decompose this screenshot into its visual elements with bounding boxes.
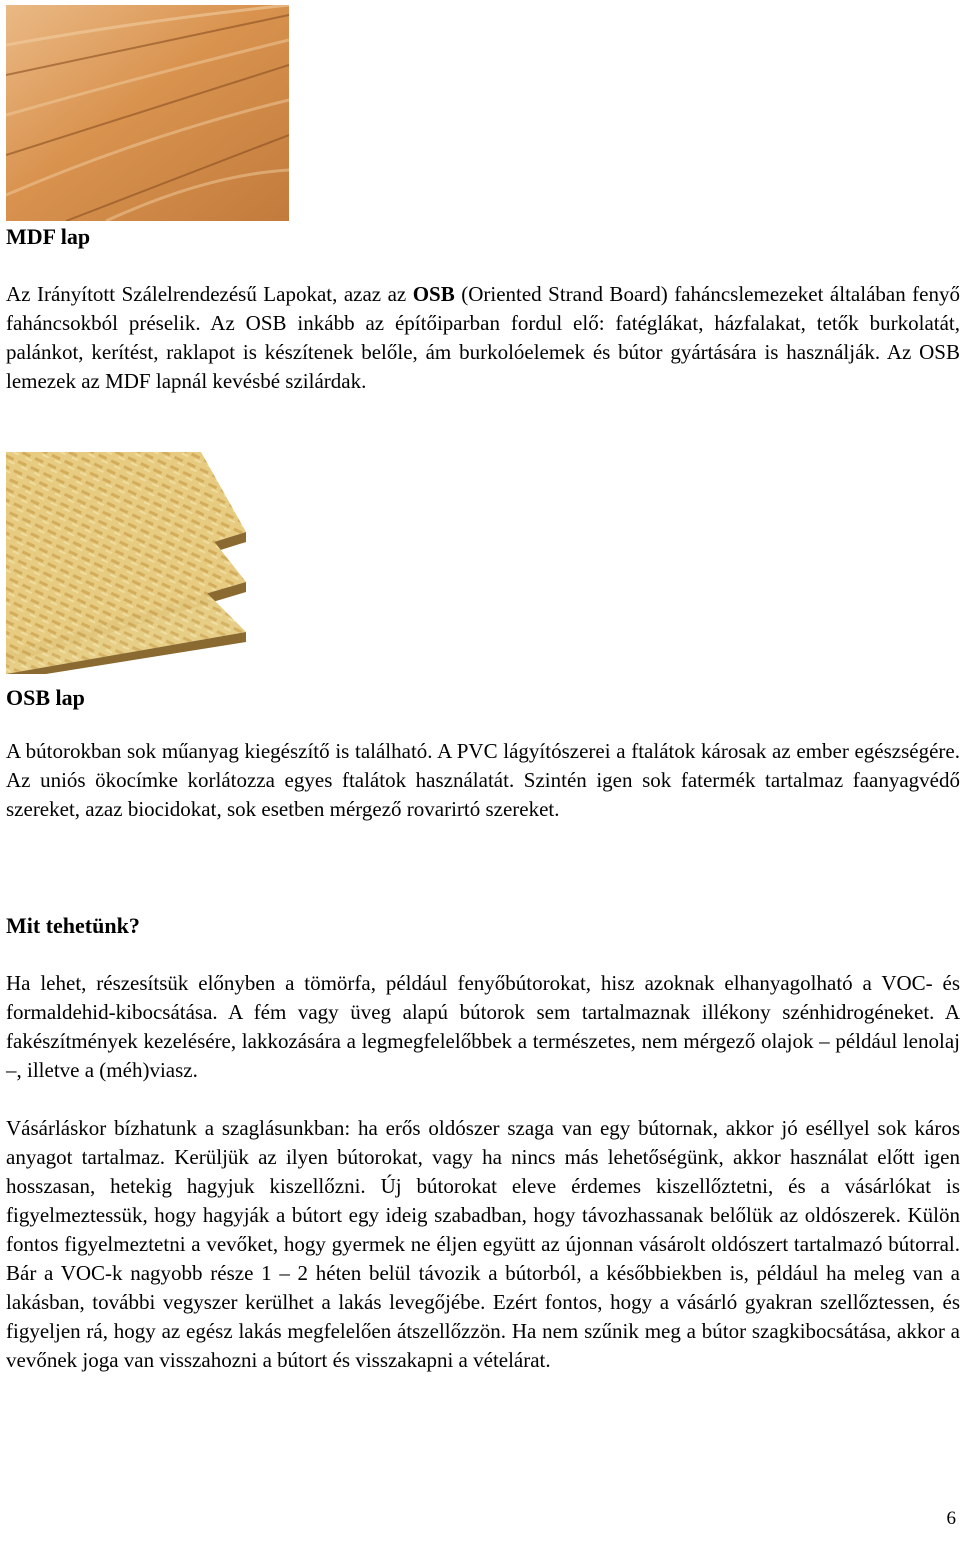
heading-osb: OSB lap: [6, 685, 85, 710]
paragraph-shopping-advice: Vásárláskor bízhatunk a szaglásunkban: ha erős oldószer szaga van egy bútornak, akkor jó eséllyel sok káros anyagot tartalmaz. Kerüljük az ilyen bútorokat, vagy ha nincs más lehetőségünk, akkor használat előtt igen hosszasan, hetekig hagyjuk kiszellőzni. Új bútorokat eleve érdemes kiszellőztetni, és a vásárlókat is figyelmeztessük, hogy hagyják a bútort egy ideig szabadban, hogy távozhassanak belőlük az oldószerek. Külön fontos figyelmeztetni a vevőket, hogy gyermek ne éljen együtt az újonnan vásárolt oldószert tartalmazó bútorral. Bár a VOC-k nagyobb része 1 – 2 héten belül távozik a bútorból, a későbbiekben is, például ha meleg van a lakásban, további vegyszer kerülhet a lakás levegőjébe. Ezért fontos, hogy a vásárló gyakran szellőztessen, és figyeljen rá, hogy az egész lakás megfelelően átszellőzzön. Ha nem szűnik meg a bútor szagkibocsátása, akkor a vevőnek joga van visszahozni a bútort és visszakapni a vételárat.: [6, 1116, 960, 1372]
paragraph-osb-description: [6, 280, 960, 396]
paragraph-solid-wood: Ha lehet, részesítsük előnyben a tömörfa, például fenyőbútorokat, hisz azoknak elhanyagolható a VOC- és formaldehid-kibocsátása. A fém vagy üveg alapú bútorok sem tartalmaznak illékony szénhidrogéneket. A fakészítmények kezelésére, lakkozására a legmegfelelőbbek a természetes, nem mérgező olajok – például lenolaj –, illetve a (méh)viasz.: [6, 971, 960, 1082]
p1-text-start: Az Irányított Szálelrendezésű Lapokat, azaz az: [6, 282, 413, 306]
page-number: 6: [946, 1508, 956, 1529]
p1-osb-bold: OSB: [412, 282, 455, 306]
heading-mit-tehetunk: Mit tehetünk?: [6, 913, 140, 938]
osb-board-image: [6, 452, 246, 674]
heading-mdf: MDF lap: [6, 224, 91, 249]
mdf-board-image: [6, 5, 289, 221]
p1-text-end: (Oriented Strand Board) faháncslemezeket általában fenyő faháncsokból préselik. Az OSB inkább az építőiparban fordul elő: fatéglákat, házfalakat, tetők burkolatát, palánkot, kerítést, raklapot is készítenek belőle, ám burkolóelemek és bútor gyártására is használják. Az OSB lemezek az MDF lapnál kevésbé szilárdak.: [6, 282, 960, 393]
paragraph-plastics: A bútorokban sok műanyag kiegészítő is található. A PVC lágyítószerei a ftalátok károsak az ember egészségére. Az uniós ökocímke korlátozza egyes ftalátok használatát. Szintén igen sok fatermék tartalmaz faanyagvédő szereket, azaz biocidokat, sok esetben mérgező rovarirtó szereket.: [6, 739, 960, 821]
